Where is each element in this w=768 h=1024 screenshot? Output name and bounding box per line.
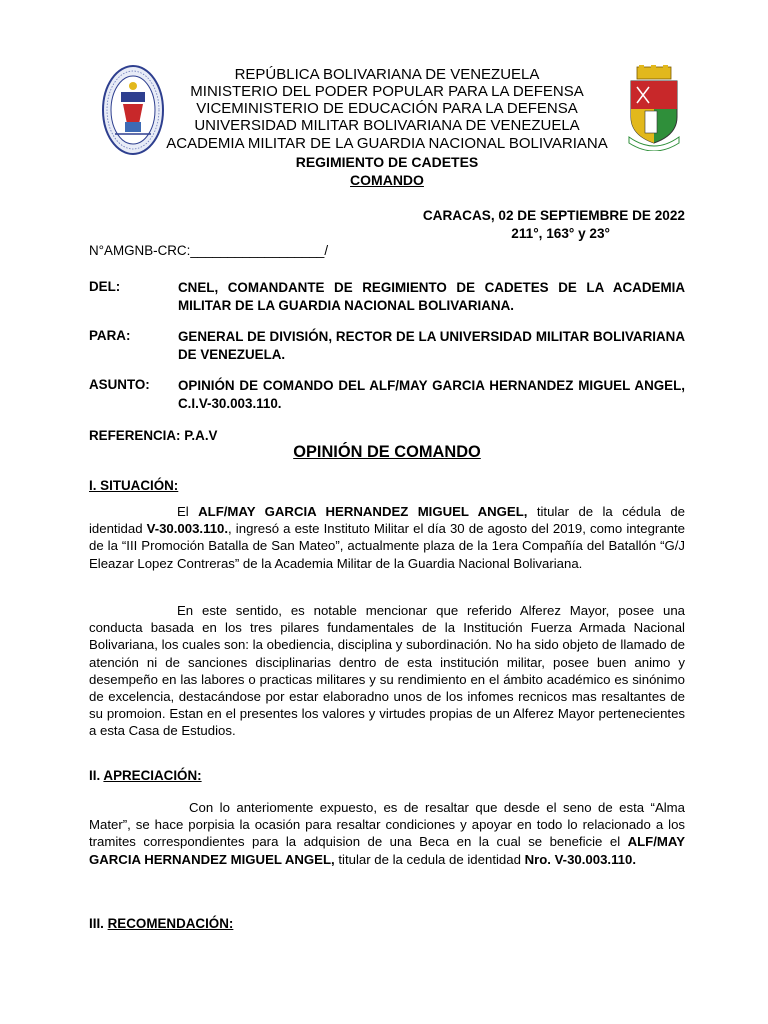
section-situacion-heading: I. SITUACIÓN: <box>89 478 179 493</box>
section-situacion-paragraph-2: En este sentido, es notable mencionar que referido Alferez Mayor, posee una conducta basada en los tres pilares fundamentales de la Institución Fuerza Armada Nacional Bolivariana, los cuales son: la obediencia, disciplina y subordinación. No ha sido objeto de llamado de atención ni de sanciones disciplinarias dentro de esta institución militar, posee buen animo y desempeño en las labores o practicas militares y su rendimiento en el ámbito académico es sinónimo de excelencia, destacándose por estar elaboradno unos de los infomes recnicos mas resaltantes de su promoion. Estan en el presentes los valores y virtudes propias de un Alferez Mayor pertenecientes a esta Casa de Estudios. <box>89 603 685 739</box>
del-value: CNEL, COMANDANTE DE REGIMIENTO DE CADETES DE LA ACADEMIA MILITAR DE LA GUARDIA NACIONAL BOLIVARIANA. <box>178 280 685 313</box>
academy-coat-of-arms-icon <box>623 65 685 151</box>
asunto-value: OPINIÓN DE COMANDO DEL ALF/MAY GARCIA HERNANDEZ MIGUEL ANGEL, C.I.V-30.003.110. <box>178 378 685 411</box>
header-line-viceministry: VICEMINISTERIO DE EDUCACIÓN PARA LA DEFENSA <box>196 100 578 117</box>
header-subunit: COMANDO <box>350 172 424 188</box>
reference-number: N°AMGNB-CRC:__________________/ <box>89 243 329 258</box>
asunto-label: ASUNTO: <box>89 377 150 392</box>
para-label: PARA: <box>89 328 131 343</box>
header-line-academy: ACADEMIA MILITAR DE LA GUARDIA NACIONAL BOLIVARIANA <box>166 135 608 152</box>
header-unit: REGIMIENTO DE CADETES <box>295 154 479 170</box>
del-label: DEL: <box>89 279 121 294</box>
para-value: GENERAL DE DIVISIÓN, RECTOR DE LA UNIVERSIDAD MILITAR BOLIVARIANA DE VENEZUELA. <box>178 329 685 362</box>
section-situacion-paragraph-1: El ALF/MAY GARCIA HERNANDEZ MIGUEL ANGEL, titular de la cédula de identidad V-30.003.110., ingresó a este Instituto Militar el día 30 de agosto del 2019, como integrante de la “III Promoción Batalla de San Mateo”, actualmente plaza de la 1era Compañía del Batallón “G/J Eleazar Lopez Contreras” de la Academia Militar de la Guardia Nacional Bolivariana. <box>89 504 686 571</box>
header-line-republic: REPÚBLICA BOLIVARIANA DE VENEZUELA <box>234 66 540 83</box>
header-line-ministry: MINISTERIO DEL PODER POPULAR PARA LA DEFENSA <box>190 83 584 100</box>
section-apreciacion-paragraph: Con lo anteriomente expuesto, es de resaltar que desde el seno de esta “Alma Mater”, se hace porpisia la ocasión para resaltar condiciones y apoyar en todo lo relacionado a los tramites correspondientes para la adquision de una Beca en la cual se beneficie el ALF/MAY GARCIA HERNANDEZ MIGUEL ANGEL, titular de la cedula de identidad Nro. V-30.003.110. <box>89 800 685 867</box>
referencia: REFERENCIA: P.A.V <box>89 428 218 443</box>
place-date: CARACAS, 02 DE SEPTIEMBRE DE 2022 <box>422 208 685 223</box>
header-line-university: UNIVERSIDAD MILITAR BOLIVARIANA DE VENEZUELA <box>194 117 580 134</box>
years-line: 211°, 163° y 23° <box>511 226 610 241</box>
section-apreciacion-heading: II. APRECIACIÓN: <box>89 768 202 783</box>
document-title: OPINIÓN DE COMANDO <box>293 443 481 461</box>
section-recomendacion-heading: III. RECOMENDACIÓN: <box>89 916 234 931</box>
